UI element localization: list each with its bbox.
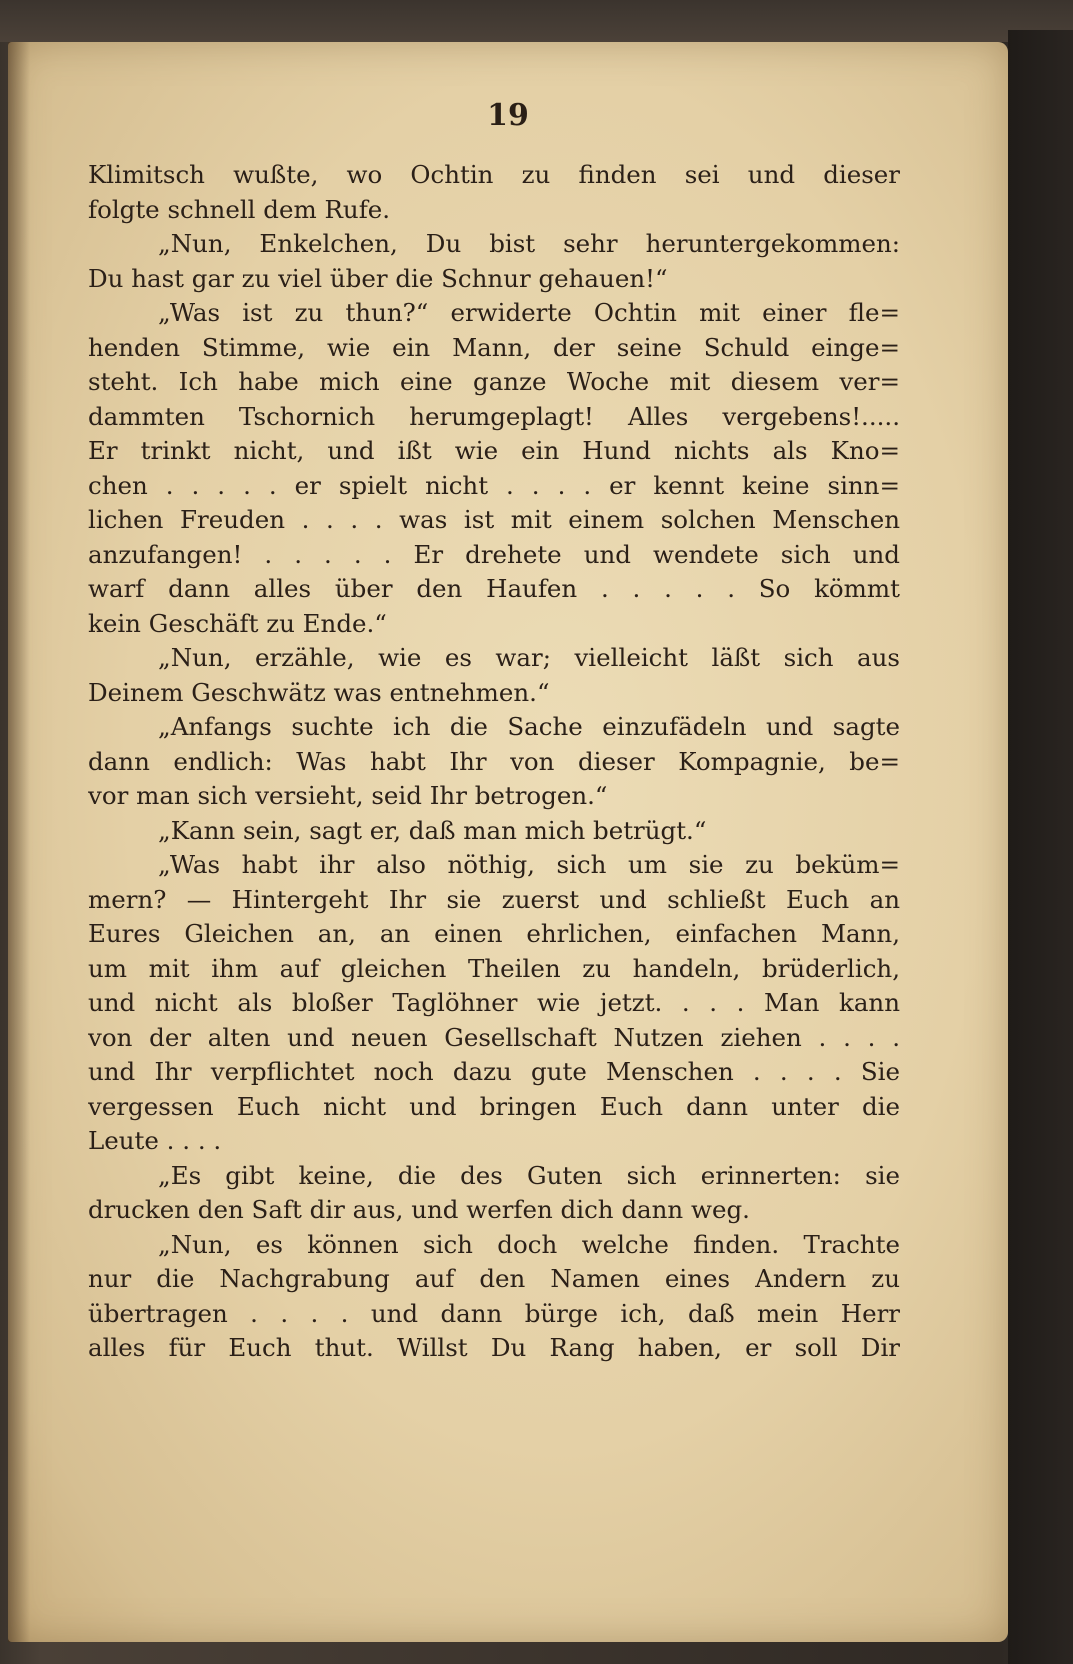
text-line: übertragen . . . . und dann bürge ich, daß mein Herr	[88, 1298, 900, 1328]
scan-top-edge	[0, 0, 1073, 42]
text-line: dammten Tschornich herumgeplagt! Alles vergebens!.....	[88, 401, 900, 431]
text-line: alles für Euch thut. Willst Du Rang haben, er soll Dir	[88, 1333, 900, 1362]
text-line: „Was ist zu thun?“ erwiderte Ochtin mit einer fle=	[158, 298, 900, 327]
text-line: Leute . . . .	[88, 1126, 222, 1155]
text-line: chen . . . . . er spielt nicht . . . . er kennt keine sinn=	[88, 470, 900, 500]
text-line: Eures Gleichen an, an einen ehrlichen, einfachen Mann,	[88, 919, 900, 948]
text-line: um mit ihm auf gleichen Theilen zu handeln, brüderlich,	[88, 953, 900, 983]
text-line: Du hast gar zu viel über die Schnur gehauen!“	[88, 263, 668, 293]
body-text	[88, 158, 900, 1366]
scan-right-edge	[1008, 30, 1073, 1664]
text-line: „Anfangs suchte ich die Sache einzufädeln und sagte	[158, 712, 900, 741]
text-line: „Nun, Enkelchen, Du bist sehr heruntergekommen:	[158, 229, 900, 258]
text-line: anzufangen! . . . . . Er drehete und wendete sich und	[88, 539, 900, 569]
text-line: vor man sich versieht, seid Ihr betrogen.“	[88, 781, 608, 810]
text-line: und nicht als bloßer Taglöhner wie jetzt. . . . Man kann	[88, 988, 900, 1017]
text-line: folgte schnell dem Rufe.	[88, 194, 391, 224]
text-line: Deinem Geschwätz was entnehmen.“	[88, 677, 550, 707]
text-line: drucken den Saft dir aus, und werfen dich dann weg.	[88, 1195, 750, 1224]
text-line: nur die Nachgrabung auf den Namen eines Andern zu	[88, 1264, 900, 1293]
page-number: 19	[487, 98, 529, 133]
text-line: henden Stimme, wie ein Mann, der seine Schuld einge=	[88, 332, 900, 362]
text-line: „Kann sein, sagt er, daß man mich betrügt.“	[158, 815, 707, 845]
text-line: lichen Freuden . . . . was ist mit einem solchen Menschen	[88, 505, 900, 534]
page-gutter-shadow	[8, 42, 30, 1642]
text-line: steht. Ich habe mich eine ganze Woche mit diesem ver=	[88, 367, 900, 396]
text-line: von der alten und neuen Gesellschaft Nutzen ziehen . . . .	[88, 1022, 900, 1052]
text-line: und Ihr verpflichtet noch dazu gute Menschen . . . . Sie	[88, 1057, 900, 1086]
text-line: mern? — Hintergeht Ihr sie zuerst und schließt Euch an	[88, 884, 900, 914]
text-line: kein Geschäft zu Ende.“	[88, 608, 387, 638]
text-line: „Nun, erzähle, wie es war; vielleicht läßt sich aus	[158, 643, 900, 672]
text-line: Klimitsch wußte, wo Ochtin zu finden sei und dieser	[88, 160, 900, 189]
text-line: warf dann alles über den Haufen . . . . . So kömmt	[88, 574, 900, 603]
text-line: „Es gibt keine, die des Guten sich erinnerten: sie	[158, 1160, 900, 1190]
text-line: dann endlich: Was habt Ihr von dieser Kompagnie, be=	[88, 746, 900, 776]
text-line: „Was habt ihr also nöthig, sich um sie zu beküm=	[158, 850, 900, 879]
text-line: „Nun, es können sich doch welche finden. Trachte	[158, 1229, 900, 1259]
text-line: vergessen Euch nicht und bringen Euch dann unter die	[88, 1091, 900, 1121]
text-line: Er trinkt nicht, und ißt wie ein Hund nichts als Kno=	[88, 436, 900, 465]
